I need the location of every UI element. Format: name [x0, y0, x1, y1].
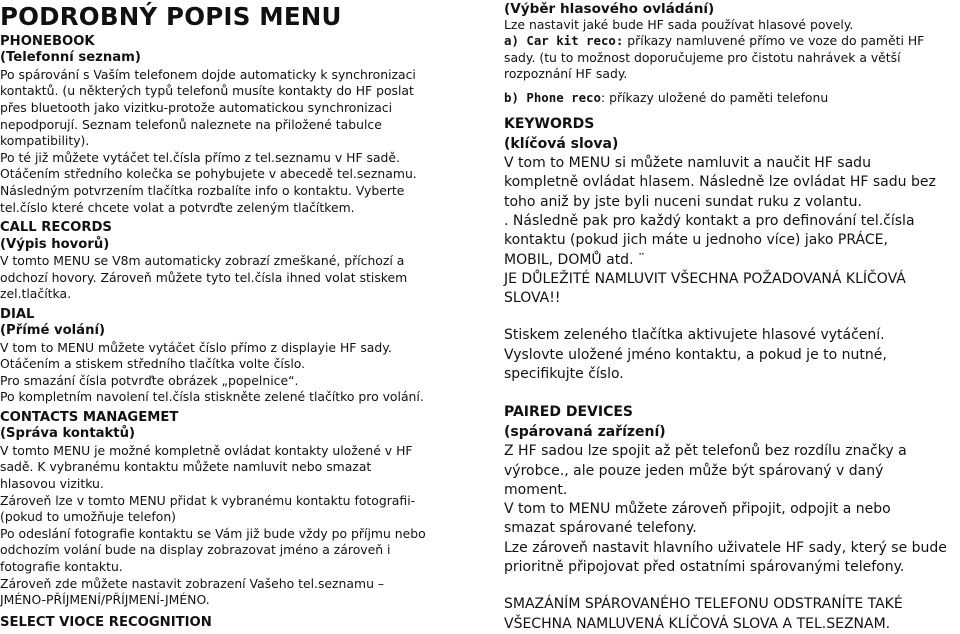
- contacts-line: odchozím volání bude na display zobrazovat jméno a zároveň i: [0, 542, 391, 558]
- paired-devices-line: V tom to MENU můžete zároveň připojit, odpojit a nebo: [504, 501, 891, 518]
- keywords-line: JE DŮLEŽITÉ NAMLUVIT VŠECHNA POŽADOVANÁ KLÍČOVÁ: [504, 270, 906, 287]
- dial-line: Po kompletním navolení tel.čísla stiskněte zelené tlačítko pro volání.: [0, 389, 424, 405]
- paired-devices-warning: VŠECHNA NAMLUVENÁ KLÍČOVÁ SLOVA A TEL.SEZNAM.: [504, 615, 891, 632]
- phonebook-line: Po spárování s Vaším telefonem dojde automaticky k synchronizaci: [0, 66, 416, 82]
- call-records-line: odchozí hovory. Zároveň můžete tyto tel.čísla ihned volat stiskem: [0, 269, 408, 285]
- call-records-subheading: (Výpis hovorů): [0, 236, 110, 252]
- contacts-line: JMÉNO-PŘÍJMENÍ/PŘÍJMENÍ-JMÉNO.: [0, 592, 210, 608]
- paired-devices-line: výrobce., ale pouze jeden může být spárovaný v daný: [504, 462, 884, 479]
- voice-control-item-a-line: rozpoznání HF sady.: [504, 66, 628, 82]
- dial-section: [0, 307, 468, 406]
- keywords-subheading: (klíčová slova): [504, 136, 619, 153]
- paired-devices-section: [504, 402, 956, 634]
- contacts-line: (pokud to umožňuje telefon): [0, 509, 177, 525]
- left-column: [0, 0, 468, 631]
- keywords-line: Stiskem zeleného tlačítka aktivujete hlasové vytáčení.: [504, 327, 885, 344]
- phonebook-heading: PHONEBOOK: [0, 34, 95, 49]
- keywords-line: SLOVA!!: [504, 290, 561, 307]
- dial-line: Otáčením a stiskem středního tlačítka volte číslo.: [0, 356, 306, 372]
- voice-recognition-heading: SELECT VIOCE RECOGNITION: [0, 614, 212, 630]
- contacts-heading: CONTACTS MANAGEMET: [0, 409, 179, 425]
- item-a-text: příkazy namluvené přímo ve voze do paměti HF: [623, 33, 925, 49]
- item-b-label: b) Phone reco: [504, 89, 601, 105]
- keywords-line: MOBIL, DOMŮ atd. ¨: [504, 251, 645, 268]
- phonebook-line: přes bluetooth jako vizitku-protože automatickou synchronizaci: [0, 100, 393, 115]
- paired-devices-line: Z HF sadou lze spojit až pět telefonů bez rozdílu značky a: [504, 443, 907, 460]
- phonebook-subheading: (Telefonní seznam): [0, 50, 141, 66]
- item-b-text: : příkazy uložené do paměti telefonu: [600, 89, 829, 105]
- keywords-line: . Následně pak pro každý kontakt a pro definování tel.čísla: [504, 212, 915, 229]
- page-title: PODROBNÝ POPIS MENU: [0, 2, 342, 31]
- paired-devices-line: Lze zároveň nastavit hlavního uživatele HF sady, který se bude: [504, 539, 947, 556]
- call-records-heading: CALL RECORDS: [0, 220, 112, 236]
- contacts-line: sadě. K vybranému kontaktu můžete namluvit nebo smazat: [0, 459, 372, 475]
- keywords-line: Vyslovte uložené jméno kontaktu, a pokud je to nutné,: [504, 346, 887, 363]
- keywords-line: toho aniž by jste byli nuceni sundat ruku z volantu.: [504, 193, 862, 210]
- dial-heading: DIAL: [0, 306, 35, 322]
- voice-control-section: [504, 1, 956, 106]
- contacts-section: [0, 410, 468, 609]
- voice-control-item-b: [504, 90, 956, 106]
- contacts-line: hlasovou vizitku.: [0, 475, 104, 491]
- keywords-section: [504, 114, 956, 384]
- phonebook-line: nepodporují. Seznam telefonů naleznete na přiložené tabulce: [0, 116, 382, 132]
- contacts-line: Zároveň zde můžete nastavit zobrazení Vašeho tel.seznamu –: [0, 575, 385, 591]
- phonebook-line: Následným potvrzením tlačítka rozbalíte info o kontaktu. Vyberte: [0, 182, 405, 198]
- paired-devices-line: prioritně připojovat před ostatními spárovanými telefony.: [504, 559, 905, 576]
- contacts-subheading: (Správa kontaktů): [0, 426, 136, 442]
- dial-line: V tom to MENU můžete vytáčet číslo přímo z displayie HF sady.: [0, 339, 392, 355]
- call-records-line: V tomto MENU se V8m automaticky zobrazí zmeškané, příchozí a: [0, 252, 405, 268]
- contacts-line: fotografie kontaktu.: [0, 558, 123, 574]
- phonebook-section: [0, 34, 468, 216]
- contacts-line: V tomto MENU je možné kompletně ovládat kontakty uložené v HF: [0, 442, 413, 458]
- keywords-line: specifikujte číslo.: [504, 366, 624, 382]
- voice-control-item-a: [504, 33, 956, 49]
- voice-control-heading: (Výběr hlasového ovládání): [504, 1, 715, 17]
- voice-control-line: Lze nastavit jaké bude HF sada používat hlasové povely.: [504, 17, 854, 32]
- phonebook-line: Po té již můžete vytáčet tel.čísla přímo z tel.seznamu v HF sadě.: [0, 149, 400, 165]
- dial-subheading: (Přímé volání): [0, 323, 106, 339]
- phonebook-line: kontaktů. (u některých typů telefonů musíte kontakty do HF poslat: [0, 83, 414, 99]
- contacts-line: Po odeslání fotografie kontaktu se Vám již bude vždy po příjmu nebo: [0, 525, 426, 541]
- keywords-heading: KEYWORDS: [504, 116, 595, 133]
- contacts-line: Zároveň lze v tomto MENU přidat k vybranému kontaktu fotografii-: [0, 492, 416, 508]
- phonebook-line: Otáčením středního kolečka se pohybujete v abecedě tel.seznamu.: [0, 166, 417, 182]
- call-records-section: [0, 220, 468, 303]
- voice-control-item-a-line: sady. (tu to možnost doporučujeme pro čistotu nahrávek a větší: [504, 49, 901, 65]
- dial-line: Pro smazání čísla potvrďte obrázek „popelnice“.: [0, 372, 299, 388]
- paired-devices-subheading: (spárovaná zařízení): [504, 424, 666, 441]
- call-records-line: zel.tlačítka.: [0, 286, 72, 302]
- keywords-line: V tom to MENU si můžete namluvit a naučit HF sadu: [504, 155, 871, 172]
- paired-devices-heading: PAIRED DEVICES: [504, 404, 634, 421]
- phonebook-line: tel.číslo které chcete volat a potvrďte zeleným tlačítkem.: [0, 199, 355, 215]
- right-column: [504, 0, 956, 634]
- phonebook-line: kompatibility).: [0, 133, 90, 149]
- item-a-label: a) Car kit reco:: [504, 33, 624, 49]
- keywords-line: kompletně ovládat hlasem. Následně lze ovládat HF sadu bez: [504, 174, 936, 191]
- keywords-line: kontaktu (pokud jich máte u jednoho více) jako PRÁCE,: [504, 232, 888, 249]
- paired-devices-line: smazat spárované telefony.: [504, 520, 697, 537]
- paired-devices-warning: SMAZÁNÍM SPÁROVANÉHO TELEFONU ODSTRANÍTE TAKÉ: [504, 596, 903, 613]
- paired-devices-line: moment.: [504, 481, 568, 498]
